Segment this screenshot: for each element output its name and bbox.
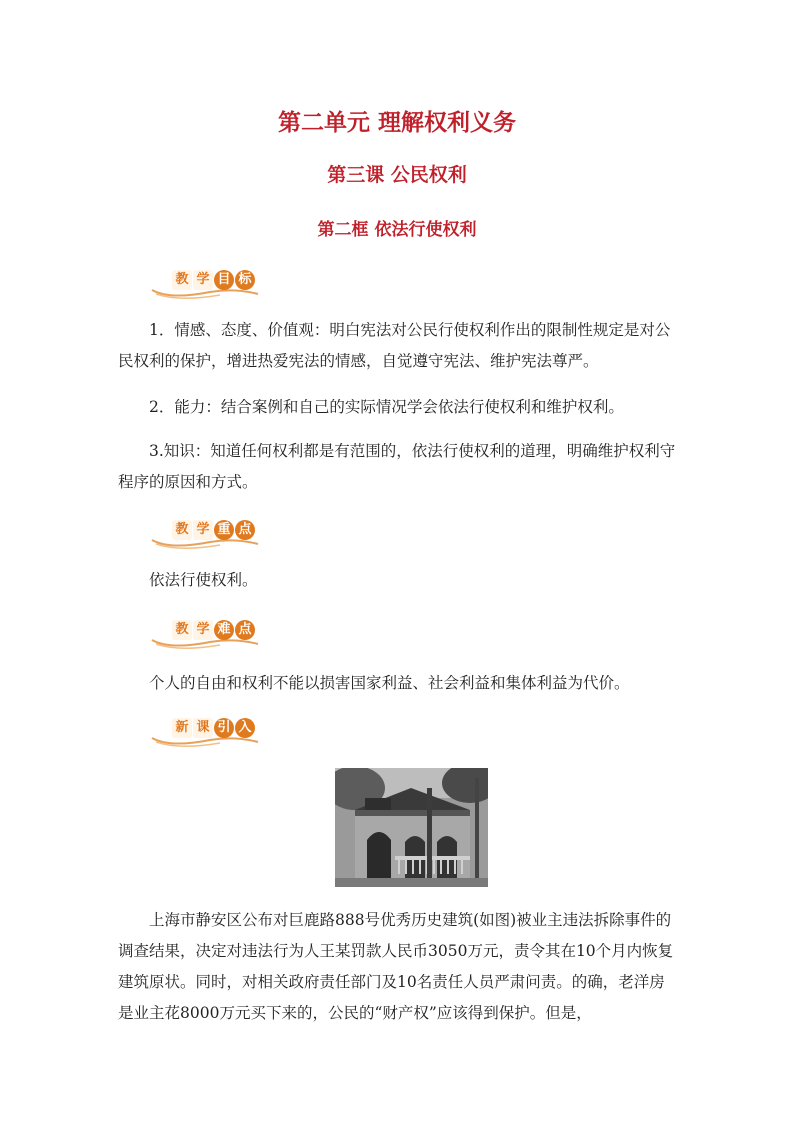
goal-paragraph-3: 3.知识：知道任何权利都是有范围的，依法行使权利的道理，明确维护权利守程序的原因和方式。 <box>118 442 676 491</box>
unit-title: 第二单元 理解权利义务 <box>277 110 516 136</box>
focus-paragraph: 依法行使权利。 <box>149 571 258 589</box>
hard-paragraph: 个人的自由和权利不能以损害国家利益、社会利益和集体利益为代价。 <box>149 674 630 692</box>
goal-paragraph-2: 2．能力：结合案例和自己的实际情况学会依法行使权利和维护权利。 <box>149 398 624 416</box>
tag-char: 重 <box>214 520 234 540</box>
section-tag-intro <box>150 718 260 748</box>
tag-char: 课 <box>193 718 213 738</box>
goal-paragraph-1: 1．情感、态度、价值观：明白宪法对公民行使权利作出的限制性规定是对公民权利的保护，增进热爱宪法的情感，自觉遵守宪法、维护宪法尊严。 <box>118 321 671 370</box>
frame-title: 第二框 依法行使权利 <box>317 220 477 240</box>
tag-char: 学 <box>193 520 213 540</box>
building-image <box>335 768 488 887</box>
section-tag-goal <box>150 270 260 300</box>
historic-building-photo <box>335 768 488 887</box>
tag-char: 教 <box>172 270 192 290</box>
section-tag-focus <box>150 520 260 550</box>
section-tag-hard <box>150 620 260 650</box>
tag-char: 引 <box>214 718 234 738</box>
tag-char: 新 <box>172 718 192 738</box>
tag-char: 难 <box>214 620 234 640</box>
tag-char: 点 <box>235 620 255 640</box>
tag-char: 入 <box>235 718 255 738</box>
tag-char: 点 <box>235 520 255 540</box>
tag-char: 学 <box>193 270 213 290</box>
tag-char: 标 <box>235 270 255 290</box>
intro-paragraph: 上海市静安区公布对巨鹿路888号优秀历史建筑(如图)被业主违法拆除事件的调查结果，决定对违法行为人王某罚款人民币3050万元，责令其在10个月内恢复建筑原状。同时，对相关政府责任部门及10名责任人员严肃问责。的确，老洋房是业主花8000万元买下来的，公民的“财产权”应该得到保护。但是， <box>118 911 674 1022</box>
tag-char: 教 <box>172 520 192 540</box>
tag-char: 目 <box>214 270 234 290</box>
tag-char: 学 <box>193 620 213 640</box>
tag-char: 教 <box>172 620 192 640</box>
lesson-title: 第三课 公民权利 <box>327 164 467 186</box>
